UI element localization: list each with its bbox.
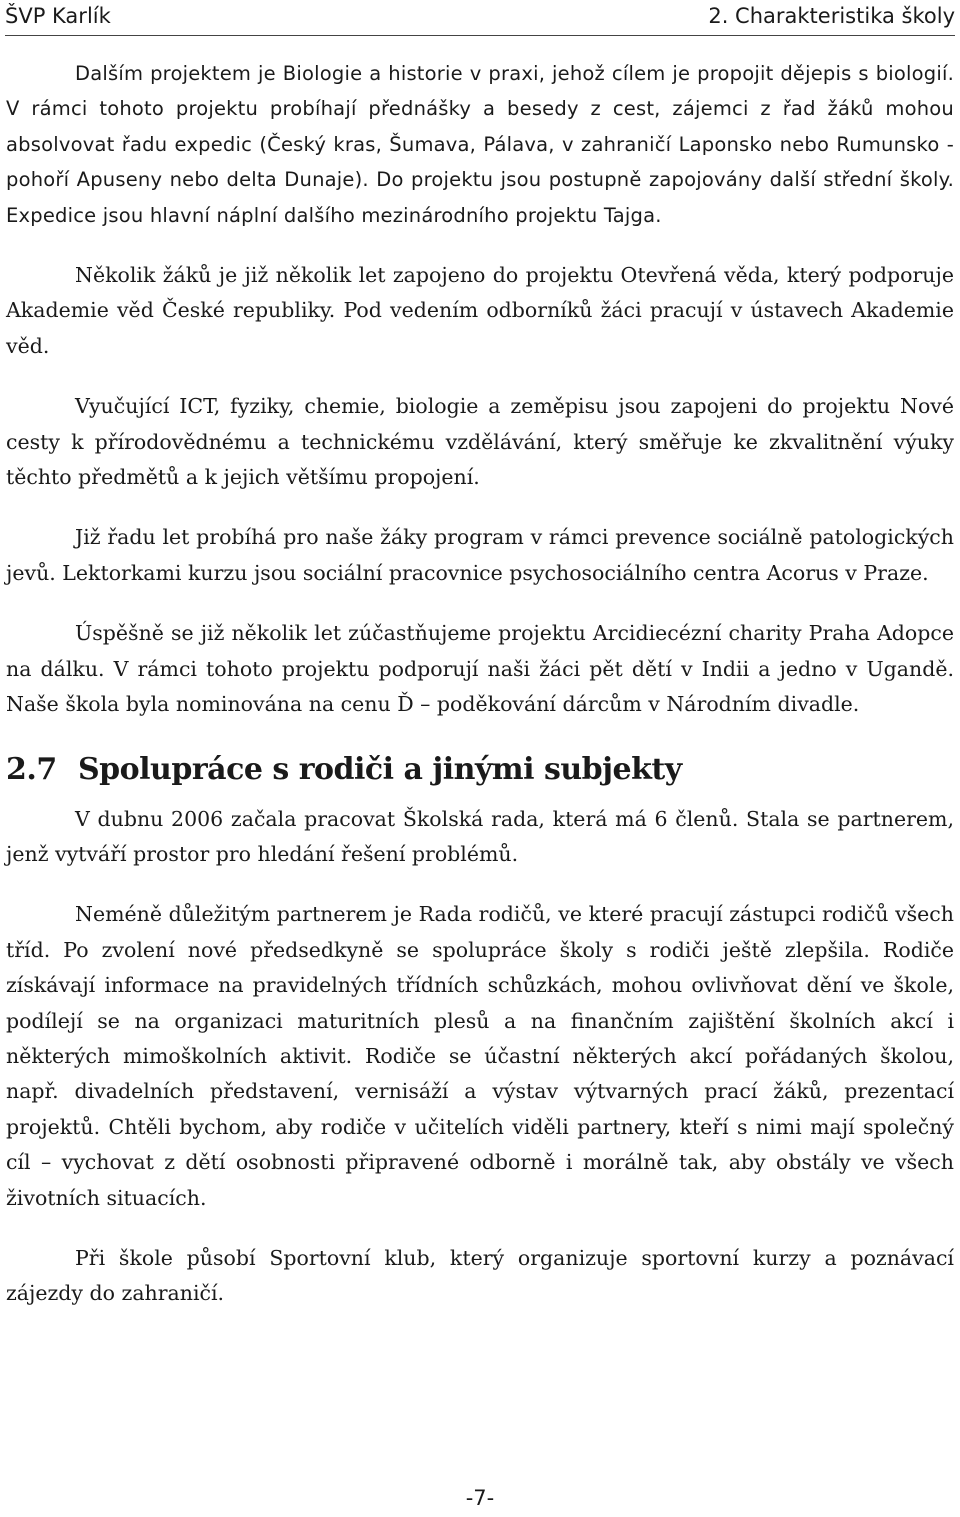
page-header: [0, 0, 960, 36]
page-body: [6, 56, 954, 1337]
paragraph-school-council: V dubnu 2006 začala pracovat Školská rada, která má 6 členů. Stala se partnerem, jenž vytváří prostor pro hledání řešení problémů.: [6, 806, 954, 866]
header-document-title: ŠVP Karlík: [5, 4, 111, 28]
paragraph-parents-council: Neméně důležitým partnerem je Rada rodičů, ve které pracují zástupci rodičů všech tříd. Po zvolení nové předsedkyně se spolupráce školy s rodiči ještě zlepšila. Rodiče získávají informace na pravidelných třídních schůzkách, mohou ovlivňovat dění ve škole, podílejí se na organizaci maturitních plesů a na finančním zajištění školních akcí i některých mimoškolních aktivit. Rodiče se účastní některých akcí pořádaných školou, např. divadelních představení, vernisáží a výstav výtvarných prací žáků, prezentací projektů. Chtěli bychom, aby rodiče v učitelích viděli partnery, kteří s nimi mají společný cíl – vychovat z dětí osobnosti připravené odborně i morálně tak, aby obstály ve všech životních situacích.: [6, 902, 954, 1210]
paragraph-prevention-program: Již řadu let probíhá pro naše žáky program v rámci prevence sociálně patologických jevů. Lektorkami kurzu jsou sociální pracovnice psychosociálního centra Acorus v Praze.: [6, 525, 954, 585]
paragraph-new-paths-project: Vyučující ICT, fyziky, chemie, biologie a zeměpisu jsou zapojeni do projektu Nové cesty k přírodovědnému a technickému vzdělávání, který směřuje ke zkvalitnění výuky těchto předmětů a k jejich většímu propojení.: [6, 394, 954, 490]
section-number: 2.7: [6, 751, 57, 787]
paragraph-biology-history-project: Dalším projektem je Biologie a historie v praxi, jehož cílem je propojit dějepis s biologií. V rámci tohoto projektu probíhají přednášky a besedy z cest, zájemci z řad žáků mohou absolvovat řadu expedic (Český kras, Šumava, Pálava, v zahraničí Laponsko nebo Rumunsko - pohoří Apuseny nebo delta Dunaje). Do projektu jsou postupně zapojovány další střední školy. Expedice jsou hlavní náplní dalšího mezinárodního projektu Tajga.: [6, 62, 954, 227]
paragraph-open-science: Několik žáků je již několik let zapojeno do projektu Otevřená věda, který podporuje Akademie věd České republiky. Pod vedením odborníků žáci pracují v ústavech Akademie věd.: [6, 263, 954, 358]
paragraph-sports-club: Při škole působí Sportovní klub, který organizuje sportovní kurzy a poznávací zájezdy do zahraničí.: [6, 1245, 954, 1306]
section-title: Spolupráce s rodiči a jinými subjekty: [78, 751, 682, 787]
header-chapter-title: 2. Charakteristika školy: [708, 4, 955, 28]
section-heading: [6, 748, 954, 792]
page-number: -7-: [465, 1486, 495, 1510]
header-divider: [5, 35, 955, 36]
paragraph-adoption-charity: Úspěšně se již několik let zúčastňujeme projektu Arcidiecézní charity Praha Adopce na dálku. V rámci tohoto projektu podporují naši žáci pět dětí v Indii a jedno v Ugandě. Naše škola byla nominována na cenu Ď – poděkování dárcům v Národním divadle.: [6, 621, 954, 717]
